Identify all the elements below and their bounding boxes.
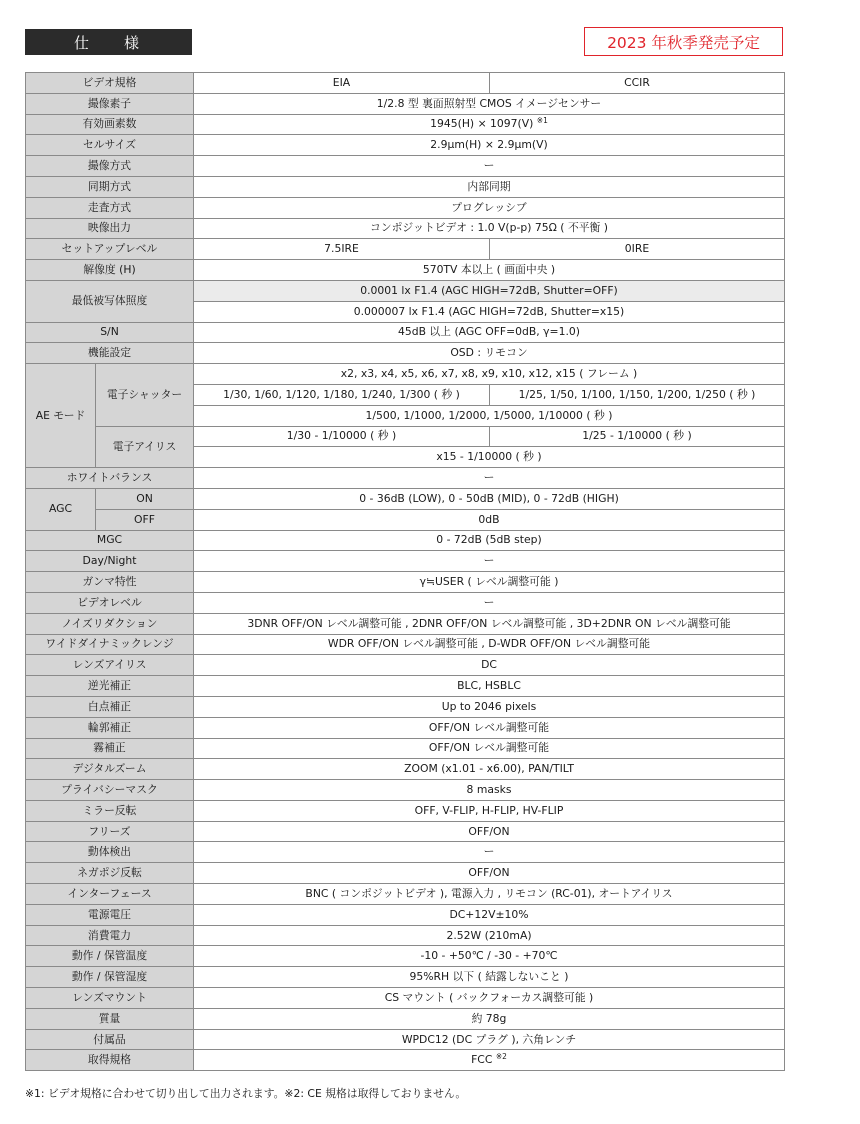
row-label: ノイズリダクション [26,613,194,634]
row-value: プログレッシブ [194,197,785,218]
spec-table [25,72,785,1071]
row-value: CS マウント ( バックフォーカス調整可能 ) [194,988,785,1009]
row-value: WDR OFF/ON レベル調整可能 , D-WDR OFF/ON レベル調整可能 [194,634,785,655]
table-row [26,364,785,385]
value-text: 1945(H) × 1097(V) [430,117,534,131]
table-row [26,946,785,967]
row-value: BNC ( コンポジットビデオ ), 電源入力 , リモコン (RC-01), オートアイリス [194,884,785,905]
table-row [26,114,785,135]
row-value: WPDC12 (DC プラグ ), 六角レンチ [194,1029,785,1050]
table-row [26,218,785,239]
table-row [26,176,785,197]
table-row [26,197,785,218]
row-label: 電源電圧 [26,904,194,925]
row-label: 撮像方式 [26,156,194,177]
row-value: 3DNR OFF/ON レベル調整可能 , 2DNR OFF/ON レベル調整可能 , 3D+2DNR ON レベル調整可能 [194,613,785,634]
row-value: 2.9μm(H) × 2.9μm(V) [194,135,785,156]
row-label: デジタルズーム [26,759,194,780]
row-label: ネガポジ反転 [26,863,194,884]
row-value: ZOOM (x1.01 - x6.00), PAN/TILT [194,759,785,780]
table-row [26,717,785,738]
row-label: 動作 / 保管湿度 [26,967,194,988]
row-label: プライバシーマスク [26,780,194,801]
row-value: 1/500, 1/1000, 1/2000, 1/5000, 1/10000 ( 秒 ) [194,405,785,426]
sub-label: ON [96,488,194,509]
row-value: x2, x3, x4, x5, x6, x7, x8, x9, x10, x12, x15 ( フレーム ) [194,364,785,385]
table-row [26,780,785,801]
table-row [26,322,785,343]
table-row [26,821,785,842]
row-label: MGC [26,530,194,551]
spec-title: 仕 様 [25,29,192,55]
table-row [26,572,785,593]
table-row [26,551,785,572]
cell-ccir: 1/25, 1/50, 1/100, 1/150, 1/200, 1/250 ( 秒 ) [490,384,785,405]
row-value: 0 - 36dB (LOW), 0 - 50dB (MID), 0 - 72dB (HIGH) [194,488,785,509]
table-row [26,613,785,634]
row-value [194,114,785,135]
footnote: ※1: ビデオ規格に合わせて切り出して出力されます。※2: CE 規格は取得しておりません。 [25,1087,467,1100]
row-label: Day/Night [26,551,194,572]
table-row [26,135,785,156]
value-text: FCC [471,1053,493,1067]
row-label: 映像出力 [26,218,194,239]
table-row [26,863,785,884]
row-value: 2.52W (210mA) [194,925,785,946]
row-label: 動体検出 [26,842,194,863]
cell-eia: 1/30, 1/60, 1/120, 1/180, 1/240, 1/300 ( 秒 ) [194,384,490,405]
row-value: ー [194,551,785,572]
row-label: レンズアイリス [26,655,194,676]
row-label: AGC [26,488,96,530]
table-row [26,156,785,177]
row-label: S/N [26,322,194,343]
table-row [26,488,785,509]
row-value: コンポジットビデオ : 1.0 V(p-p) 75Ω ( 不平衡 ) [194,218,785,239]
footnote-mark: ※2 [495,1052,507,1062]
table-row [26,1008,785,1029]
row-label: ビデオ規格 [26,73,194,94]
row-label: 消費電力 [26,925,194,946]
row-value: 95%RH 以下 ( 結露しないこと ) [194,967,785,988]
sub-label: OFF [96,509,194,530]
table-row [26,696,785,717]
row-value: DC+12V±10% [194,904,785,925]
row-label: 走査方式 [26,197,194,218]
row-value: 1/2.8 型 裏面照射型 CMOS イメージセンサー [194,93,785,114]
row-label: ワイドダイナミックレンジ [26,634,194,655]
row-value: OFF/ON レベル調整可能 [194,738,785,759]
row-value: OFF/ON [194,821,785,842]
sub-label: 電子シャッター [96,364,194,426]
row-label: ガンマ特性 [26,572,194,593]
table-row [26,925,785,946]
table-row [26,800,785,821]
table-row [26,343,785,364]
table-row [26,530,785,551]
row-value: OFF/ON [194,863,785,884]
row-value: 内部同期 [194,176,785,197]
row-label: 白点補正 [26,696,194,717]
cell-ccir: 1/25 - 1/10000 ( 秒 ) [490,426,785,447]
cell-ccir: CCIR [490,73,785,94]
table-row [26,592,785,613]
footnote-mark: ※1 [536,116,548,126]
row-label: ミラー反転 [26,800,194,821]
row-value: 0dB [194,509,785,530]
row-label: 同期方式 [26,176,194,197]
row-value: Up to 2046 pixels [194,696,785,717]
row-label: 撮像素子 [26,93,194,114]
table-row [26,988,785,1009]
table-row [26,426,785,447]
row-label: 逆光補正 [26,676,194,697]
sub-label: 電子アイリス [96,426,194,468]
row-label: 質量 [26,1008,194,1029]
row-label: セットアップレベル [26,239,194,260]
row-label: フリーズ [26,821,194,842]
row-value: 8 masks [194,780,785,801]
row-value: OSD : リモコン [194,343,785,364]
table-row [26,676,785,697]
row-label: 解像度 (H) [26,260,194,281]
table-row [26,93,785,114]
table-row [26,759,785,780]
table-row [26,842,785,863]
table-row [26,655,785,676]
row-label: ビデオレベル [26,592,194,613]
cell-ccir: 0IRE [490,239,785,260]
row-label: 輪郭補正 [26,717,194,738]
table-row [26,1050,785,1071]
row-label: セルサイズ [26,135,194,156]
row-label: インターフェース [26,884,194,905]
table-row [26,1029,785,1050]
row-value: 0.000007 lx F1.4 (AGC HIGH=72dB, Shutter=x15) [194,301,785,322]
row-value [194,1050,785,1071]
table-row [26,738,785,759]
table-row [26,73,785,94]
row-value: ー [194,156,785,177]
table-row [26,509,785,530]
row-label: 有効画素数 [26,114,194,135]
row-label: 動作 / 保管温度 [26,946,194,967]
row-value: ー [194,592,785,613]
cell-eia: 7.5IRE [194,239,490,260]
row-value: 0.0001 lx F1.4 (AGC HIGH=72dB, Shutter=OFF) [194,280,785,301]
table-row [26,280,785,301]
row-value: OFF/ON レベル調整可能 [194,717,785,738]
table-row [26,634,785,655]
table-row [26,884,785,905]
row-label: 付属品 [26,1029,194,1050]
row-label: AE モード [26,364,96,468]
row-value: OFF, V-FLIP, H-FLIP, HV-FLIP [194,800,785,821]
row-label: レンズマウント [26,988,194,1009]
row-value: 570TV 本以上 ( 画面中央 ) [194,260,785,281]
row-label: ホワイトバランス [26,468,194,489]
table-row [26,967,785,988]
row-value: 45dB 以上 (AGC OFF=0dB, γ=1.0) [194,322,785,343]
row-value: -10 - +50℃ / -30 - +70℃ [194,946,785,967]
row-label: 最低被写体照度 [26,280,194,322]
table-row [26,904,785,925]
row-label: 機能設定 [26,343,194,364]
row-label: 霧補正 [26,738,194,759]
table-row [26,239,785,260]
row-value: DC [194,655,785,676]
cell-eia: 1/30 - 1/10000 ( 秒 ) [194,426,490,447]
row-value: ー [194,842,785,863]
release-badge: 2023 年秋季発売予定 [584,27,783,56]
row-label: 取得規格 [26,1050,194,1071]
row-value: ー [194,468,785,489]
row-value: 約 78g [194,1008,785,1029]
row-value: 0 - 72dB (5dB step) [194,530,785,551]
row-value: γ≒USER ( レベル調整可能 ) [194,572,785,593]
cell-eia: EIA [194,73,490,94]
row-value: BLC, HSBLC [194,676,785,697]
row-value: x15 - 1/10000 ( 秒 ) [194,447,785,468]
table-row [26,468,785,489]
table-row [26,260,785,281]
